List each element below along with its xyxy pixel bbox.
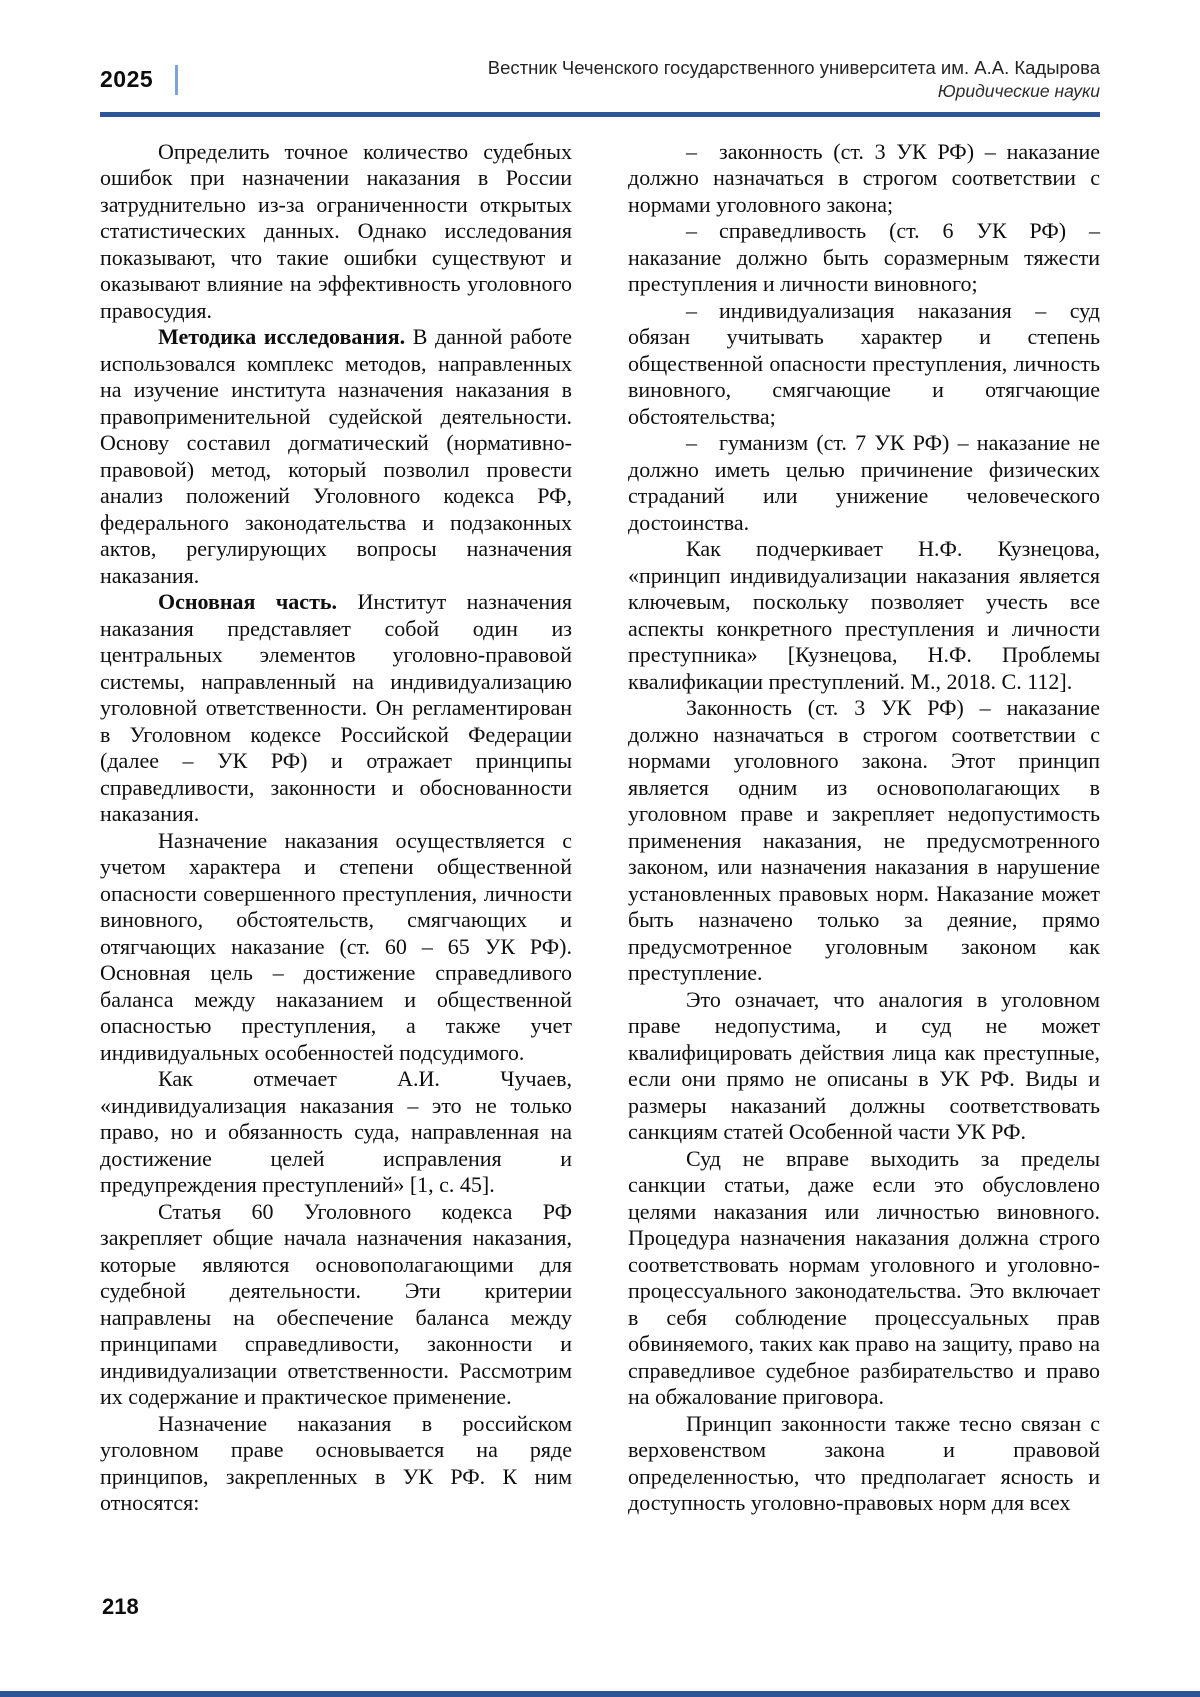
page-header	[0, 0, 1200, 103]
paragraph-text: Законность (ст. 3 УК РФ) – наказание должно назначаться в строгом соответствии с нормами уголовного закона. Этот принцип является одним из основополагающих в уголовном праве и закрепляет недопустимость применения наказания, не предусмотренного законом, или назначения наказания в нарушение установленных правовых норм. Наказание может быть назначено только за деяние, прямо предусмотренное уголовным законом как преступление.	[628, 695, 1100, 986]
paragraph	[628, 139, 1100, 219]
paragraph	[100, 324, 572, 589]
paragraph	[628, 1146, 1100, 1411]
paragraph-text: Как подчеркивает Н.Ф. Кузнецова, «принцип индивидуализации наказания является ключевым, поскольку позволяет учесть все аспекты конкретного преступления и личности преступника» [Кузнецова, Н.Ф. Проблемы квалификации преступлений. М., 2018. С. 112].	[628, 536, 1100, 694]
paragraph-text: – индивидуализация наказания – суд обязан учитывать характер и степень общественной опасности преступления, личность виновного, смягчающие и отягчающие обстоятельства;	[628, 297, 1100, 429]
header-right	[488, 56, 1100, 103]
right-column	[628, 139, 1100, 1517]
paragraph-lead: Методика исследования.	[158, 324, 406, 350]
paragraph-text: – гуманизм (ст. 7 УК РФ) – наказание не должно иметь целью причинение физических страданий или унижение человеческого достоинства.	[628, 430, 1100, 535]
left-column	[100, 139, 572, 1517]
paragraph	[100, 1411, 572, 1517]
paragraph-text: Как отмечает А.И. Чучаев, «индивидуализация наказания – это не только право, но и обязанность суда, направленная на достижение целей исправления и предупреждения преступлений» [1, с. 45].	[100, 1066, 572, 1198]
paragraph	[100, 1066, 572, 1199]
journal-section-label: Юридические науки	[937, 81, 1100, 102]
paragraph-lead: Основная часть.	[158, 589, 338, 615]
paragraph	[100, 589, 572, 828]
paragraph	[628, 536, 1100, 695]
paragraph-text: Статья 60 Уголовного кодекса РФ закрепляет общие начала назначения наказания, которые являются основополагающими для судебной деятельности. Эти критерии направлены на обеспечение баланса между принципами справедливости, законности и индивидуализации ответственности. Рассмотрим их содержание и практическое применение.	[100, 1198, 572, 1410]
paragraph	[100, 1199, 572, 1411]
page-number: 218	[102, 1594, 139, 1619]
paragraph	[628, 1411, 1100, 1517]
paragraph-text: В данной работе использовался комплекс методов, направленных на изучение института назначения наказания в правоприменительной судейской деятельности. Основу составил догматический (нормативно-правовой) метод, который позволил провести анализ положений Уголовного кодекса РФ, федерального законодательства и подзаконных актов, регулирующих вопросы назначения наказания.	[100, 324, 573, 588]
paragraph-text: Принцип законности также тесно связан с верховенством закона и правовой определенностью, что предполагает ясность и доступность уголовно-правовых норм для всех	[628, 1410, 1100, 1516]
paragraph-text: Назначение наказания в российском уголовном праве основывается на ряде принципов, закрепленных в УК РФ. К ним относятся:	[100, 1410, 572, 1516]
paragraph-text: Институт назначения наказания представляет собой один из центральных элементов уголовно-правовой системы, направленный на индивидуализацию уголовной ответственности. Он регламентирован в Уголовном кодексе Российской Федерации (далее – УК РФ) и отражает принципы справедливости, законности и обоснованности наказания.	[100, 589, 573, 827]
header-divider-bar	[175, 65, 178, 95]
paragraph	[628, 430, 1100, 536]
paragraph	[100, 139, 572, 325]
year-label: 2025	[100, 66, 154, 93]
paragraph	[628, 218, 1100, 298]
paragraph	[100, 828, 572, 1067]
paragraph	[628, 695, 1100, 987]
paragraph-text: Это означает, что аналогия в уголовном праве недопустима, и суд не может квалифицировать действия лица как преступные, если они прямо не описаны в УК РФ. Виды и размеры наказаний должны соответствовать санкциям статей Особенной части УК РФ.	[628, 986, 1100, 1145]
paragraph-text: – законность (ст. 3 УК РФ) – наказание должно назначаться в строгом соответствии с нормами уголовного закона;	[628, 138, 1100, 217]
paragraph-text: Суд не вправе выходить за пределы санкции статьи, даже если это обусловлено целями наказания или личностью виновного. Процедура назначения наказания должна строго соответствовать нормам уголовного и уголовно-процессуального законодательства. Это включает в себя соблюдение процессуальных прав обвиняемого, таких как право на защиту, право на справедливое судебное разбирательство и право на обжалование приговора.	[628, 1145, 1100, 1410]
paragraph-text: – справедливость (ст. 6 УК РФ) – наказание должно быть соразмерным тяжести преступления и личности виновного;	[628, 218, 1100, 297]
journal-title: Вестник Чеченского государственного университета им. А.А. Кадырова	[487, 57, 1100, 78]
paragraph-text: Назначение наказания осуществляется с учетом характера и степени общественной опасности совершенного преступления, личности виновного, обстоятельств, смягчающих и отягчающих наказание (ст. 60 – 65 УК РФ). Основная цель – достижение справедливого баланса между наказанием и общественной опасностью преступления, а также учет индивидуальных особенностей подсудимого.	[100, 827, 572, 1065]
bottom-rule	[0, 1691, 1200, 1697]
paragraph-text: Определить точное количество судебных ошибок при назначении наказания в России затруднительно из-за ограниченности открытых статистических данных. Однако исследования показывают, что такие ошибки существуют и оказывают влияние на эффективность уголовного правосудия.	[100, 138, 572, 323]
paragraph	[628, 987, 1100, 1146]
header-left	[100, 65, 178, 103]
paragraph	[628, 298, 1100, 431]
article-body	[0, 117, 1200, 1517]
